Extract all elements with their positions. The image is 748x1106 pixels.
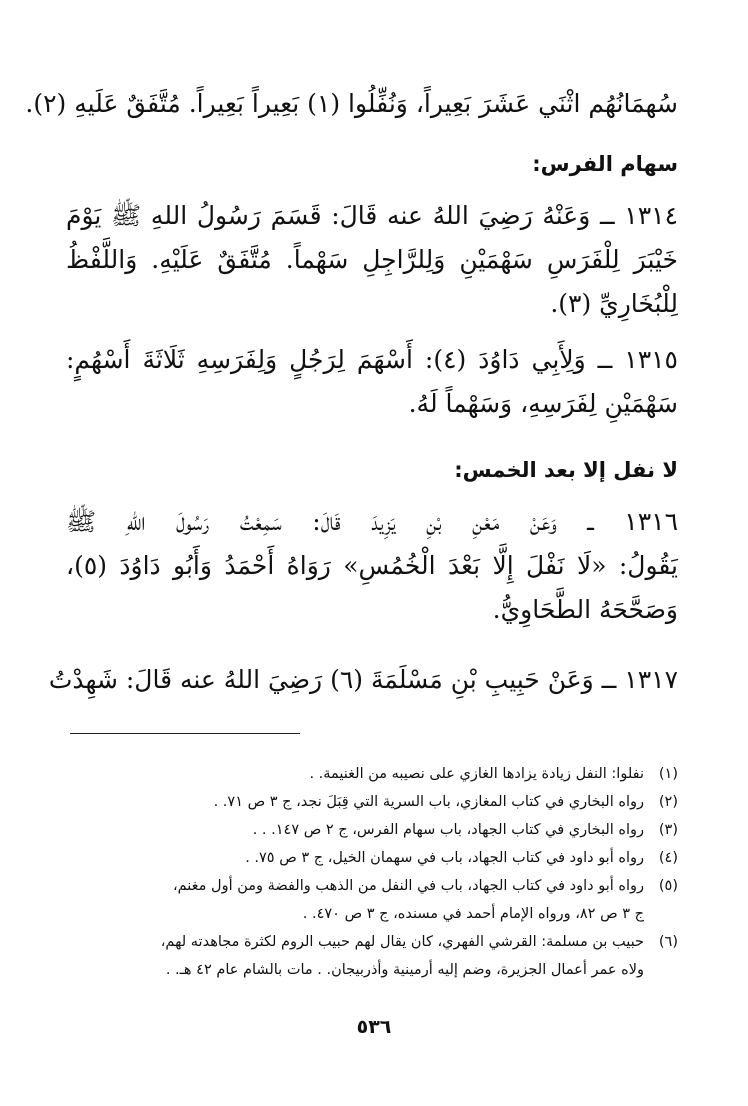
hadith-1314-line-2: خَيْبَرَ لِلْفَرَسِ سَهْمَيْنِ وَلِلرَّاجِلِ سَهْماً. مُتَّفَقٌ عَلَيْهِ. وَاللَّفْظُ — [66, 245, 678, 274]
footnote-text: رواه البخاري في كتاب المغازي، باب السرية التي قِبَلَ نجد، ج ٣ ص ٧١. . — [213, 794, 644, 810]
hadith-1314-line-1: ١٣١٤ ــ وَعَنْهُ رَضِيَ اللهُ عنه قَالَ: قَسَمَ رَسُولُ اللهِ ﷺ يَوْمَ — [66, 201, 678, 230]
hadith-1317-line-1: ١٣١٧ ــ وَعَنْ حَبِيبِ بْنِ مَسْلَمَةَ (٦) رَضِيَ اللهُ عنه قَالَ: شَهِدْتُ — [48, 665, 678, 694]
hadith-1316-line-1: ١٣١٦ ــ وَعَنْ مَعْنِ بْنِ يَزِيدَ قَالَ: سَمِعْتُ رَسُولَ اللهِ ﷺ — [66, 507, 678, 536]
footnote-number: (٦) — [658, 934, 678, 950]
footnote-item — [66, 872, 678, 928]
footnote-continuation: ج ٣ ص ٨٢، ورواه الإمام أحمد في مسنده، ج ٣ ص ٤٧٠. . — [302, 906, 644, 922]
footnote-number: (٥) — [658, 878, 678, 894]
footnote-item — [66, 844, 678, 872]
hadith-1314-line-3: لِلْبُخَارِيِّ (٣). — [550, 289, 678, 318]
footnote-separator — [70, 733, 300, 734]
section-heading-horse-shares: سهام الفرس: — [532, 152, 678, 176]
hadith-1315-line-2: سَهْمَيْنِ لِفَرَسِهِ، وَسَهْماً لَهُ. — [408, 389, 678, 418]
footnote-number: (٤) — [658, 850, 678, 866]
footnote-text: رواه أبو داود في كتاب الجهاد، باب في سهمان الخيل، ج ٣ ص ٧٥. . — [245, 850, 644, 866]
page-number: ٥٣٦ — [356, 1016, 392, 1038]
footnote-number: (٢) — [658, 794, 678, 810]
text-line-hadith-1313-end: سُهمَانُهُم اثْنَي عَشَرَ بَعِيراً، وَنُفِّلُوا (١) بَعِيراً بَعِيراً. مُتَّفَقٌ عَلَيهِ (٢). — [25, 89, 678, 118]
hadith-1316-line-3: وَصَحَّحَهُ الطَّحَاوِيُّ. — [492, 595, 678, 624]
footnote-text: رواه أبو داود في كتاب الجهاد، باب في النفل من الذهب والفضة ومن أول مغنم، — [172, 878, 644, 894]
hadith-1315-line-1: ١٣١٥ ــ وَلِأَبِي دَاوُدَ (٤): أَسْهَمَ لِرَجُلٍ وَلِفَرَسِهِ ثَلَاثَةَ أَسْهُمٍ: — [66, 345, 678, 374]
footnote-text: نفلوا: النفل زيادة يزادها الغازي على نصيبه من الغنيمة. . — [309, 766, 644, 782]
footnote-item — [66, 760, 678, 788]
footnote-text: رواه البخاري في كتاب الجهاد، باب سهام الفرس، ج ٢ ص ١٤٧. . . — [252, 822, 644, 838]
footnotes — [66, 760, 678, 984]
main-text — [25, 82, 678, 702]
section-heading-no-booty-before-fifth: لا نفل إلا بعد الخمس: — [454, 458, 678, 482]
footnote-number: (٣) — [658, 822, 678, 838]
footnote-text: حبيب بن مسلمة: القرشي الفهري، كان يقال لهم حبيب الروم لكثرة مجاهدته لهم، — [160, 934, 644, 950]
footnote-item — [66, 928, 678, 984]
footnote-continuation: ولاه عمر أعمال الجزيرة، وضم إليه أرمينية وأذربيجان. . مات بالشام عام ٤٢ هـ. . — [165, 962, 644, 978]
footnote-item — [66, 788, 678, 816]
footnote-item — [66, 816, 678, 844]
footnote-number: (١) — [658, 766, 678, 782]
hadith-1316-line-2: يَقُولُ: «لَا نَفْلَ إِلَّا بَعْدَ الْخُمُسِ» رَوَاهُ أَحْمَدُ وَأَبُو دَاوُدَ (٥)، — [66, 551, 678, 580]
